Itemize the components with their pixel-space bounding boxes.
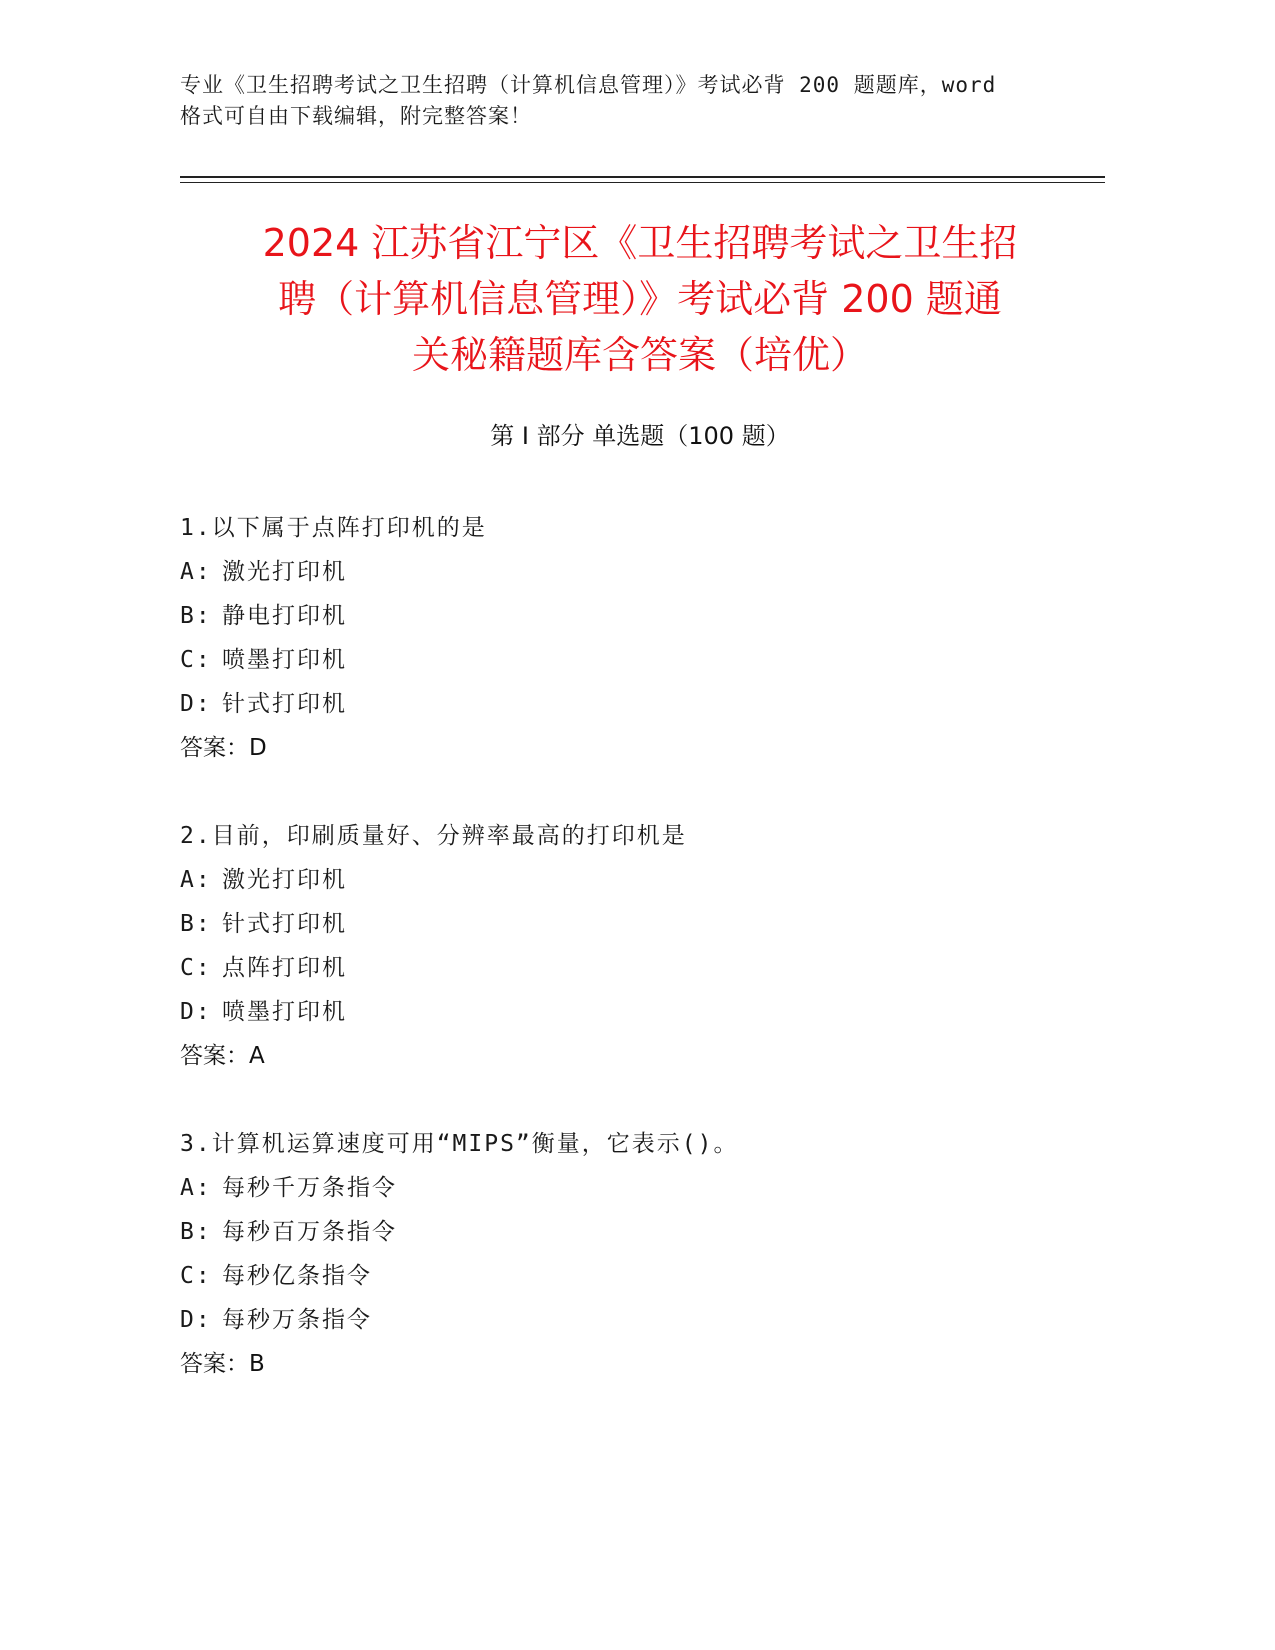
question-1 [180,506,1100,770]
divider-thin [180,182,1105,183]
intro-line-2: 格式可自由下载编辑，附完整答案！ [180,104,532,128]
option-letter: B: [180,1219,212,1245]
option-c [180,638,1100,682]
option-letter: C: [180,647,212,673]
title-line-1: 2024 江苏省江宁区《卫生招聘考试之卫生招 [262,221,1018,265]
option-b [180,1210,1100,1254]
section-title: 第 I 部分 单选题（100 题） [490,422,790,450]
option-text: 激光打印机 [222,867,347,893]
option-letter: D: [180,691,212,717]
option-letter: D: [180,999,212,1025]
answer-text: 答案：D [180,735,267,761]
intro-line-1: 专业《卫生招聘考试之卫生招聘（计算机信息管理）》考试必背 200 题题库，word [180,73,997,97]
option-b [180,902,1100,946]
option-text: 静电打印机 [222,603,347,629]
intro-text [180,70,1080,132]
option-letter: A: [180,867,212,893]
option-letter: C: [180,955,212,981]
question-list [180,506,1100,1430]
option-letter: B: [180,603,212,629]
option-text: 针式打印机 [222,691,347,717]
divider-thick [180,176,1105,178]
option-text: 喷墨打印机 [222,999,347,1025]
option-c [180,946,1100,990]
option-text: 针式打印机 [222,911,347,937]
option-letter: A: [180,1175,212,1201]
option-a [180,1166,1100,1210]
option-letter: C: [180,1263,212,1289]
option-b [180,594,1100,638]
question-stem: 2.目前，印刷质量好、分辨率最高的打印机是 [180,823,687,849]
option-c [180,1254,1100,1298]
option-a [180,858,1100,902]
answer-text: 答案：B [180,1351,265,1377]
option-text: 每秒亿条指令 [222,1263,372,1289]
option-d [180,990,1100,1034]
question-3 [180,1122,1100,1386]
option-d [180,682,1100,726]
option-text: 喷墨打印机 [222,647,347,673]
title-line-2: 聘（计算机信息管理）》考试必背 200 题通 [278,277,1002,321]
question-stem: 3.计算机运算速度可用“MIPS”衡量，它表示()。 [180,1131,739,1157]
option-text: 每秒千万条指令 [222,1175,397,1201]
option-text: 每秒万条指令 [222,1307,372,1333]
option-text: 激光打印机 [222,559,347,585]
title-line-3: 关秘籍题库含答案（培优） [411,333,868,377]
option-a [180,550,1100,594]
option-text: 每秒百万条指令 [222,1219,397,1245]
option-d [180,1298,1100,1342]
option-letter: D: [180,1307,212,1333]
answer-text: 答案：A [180,1043,265,1069]
option-text: 点阵打印机 [222,955,347,981]
question-2 [180,814,1100,1078]
document-title [180,215,1100,383]
question-stem: 1.以下属于点阵打印机的是 [180,515,487,541]
option-letter: A: [180,559,212,585]
option-letter: B: [180,911,212,937]
